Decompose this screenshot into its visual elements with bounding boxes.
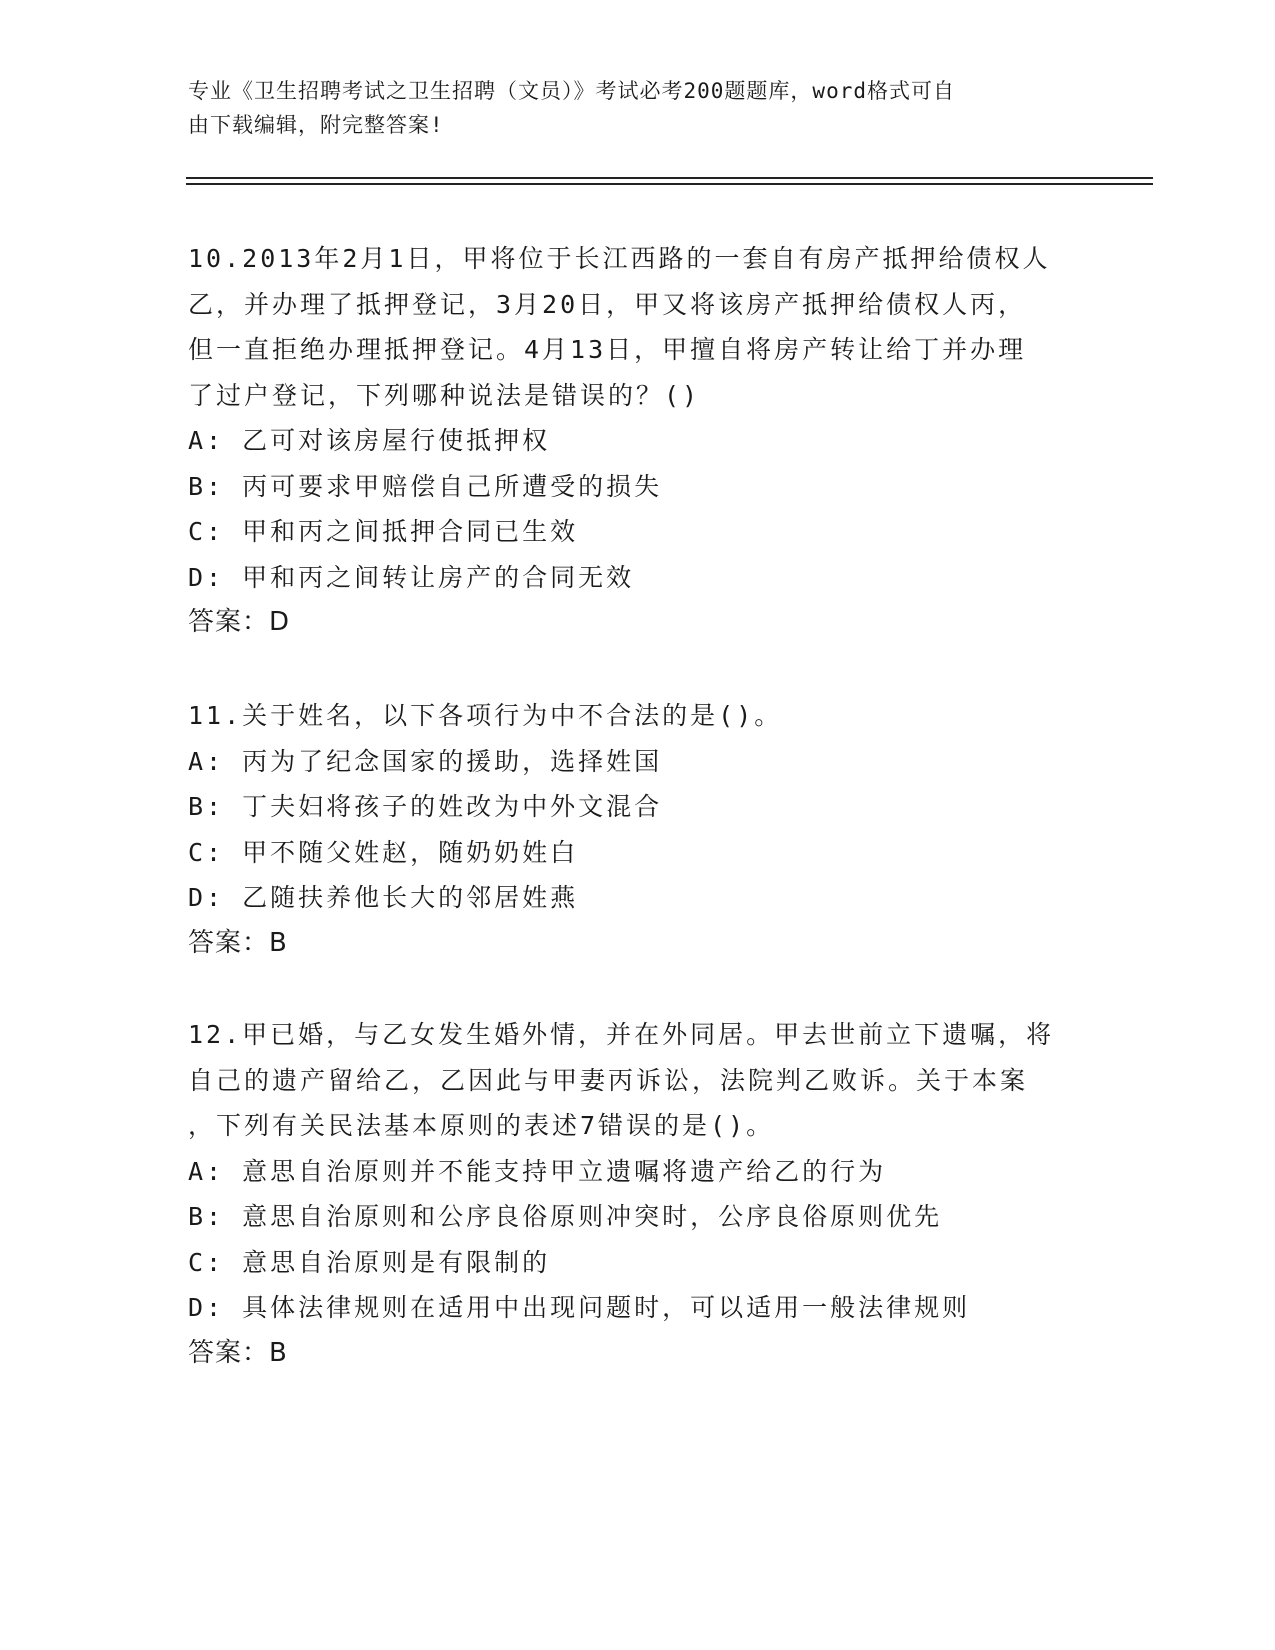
- option-b: B: 丙可要求甲赔偿自己所遭受的损失: [188, 471, 663, 501]
- answer-label: 答案：D: [188, 607, 291, 637]
- question-stem-line: 自己的遗产留给乙，乙因此与甲妻丙诉讼，法院判乙败诉。关于本案: [188, 1065, 1029, 1095]
- header-line-2: 由下载编辑，附完整答案!: [188, 113, 444, 137]
- option-c: C: 甲不随父姓赵，随奶奶姓白: [188, 837, 579, 867]
- question-stem-line: 11.关于姓名，以下各项行为中不合法的是()。: [188, 701, 783, 730]
- option-a: A: 乙可对该房屋行使抵押权: [188, 426, 551, 455]
- question-12: [188, 1012, 1088, 1376]
- option-b: B: 丁夫妇将孩子的姓改为中外文混合: [188, 792, 663, 821]
- answer-label: 答案：B: [188, 1337, 288, 1368]
- option-c: C: 意思自治原则是有限制的: [188, 1247, 551, 1277]
- option-a: A: 丙为了纪念国家的援助，选择姓国: [188, 746, 663, 776]
- header-divider-top: [186, 177, 1153, 179]
- header-line-1: 专业《卫生招聘考试之卫生招聘（文员）》考试必考200题题库，word格式可自: [188, 79, 955, 103]
- question-stem-line: 乙，并办理了抵押登记，3月20日，甲又将该房产抵押给债权人丙，: [188, 289, 1027, 319]
- question-stem-line: ，下列有关民法基本原则的表述7错误的是()。: [188, 1111, 775, 1140]
- option-d: D: 具体法律规则在适用中出现问题时，可以适用一般法律规则: [188, 1293, 971, 1322]
- option-d: D: 甲和丙之间转让房产的合同无效: [188, 562, 635, 592]
- question-10: [188, 236, 1088, 646]
- option-c: C: 甲和丙之间抵押合同已生效: [188, 517, 579, 546]
- answer-label: 答案：B: [188, 927, 288, 958]
- document-header: [188, 74, 1068, 142]
- question-stem-line: 但一直拒绝办理抵押登记。4月13日，甲擅自将房产转让给丁并办理: [188, 335, 1027, 364]
- question-stem-line: 10.2013年2月1日，甲将位于长江西路的一套自有房产抵押给债权人: [188, 244, 1051, 273]
- question-stem-line: 了过户登记，下列哪种说法是错误的？(): [188, 380, 701, 410]
- option-b: B: 意思自治原则和公序良俗原则冲突时，公序良俗原则优先: [188, 1202, 943, 1231]
- option-a: A: 意思自治原则并不能支持甲立遗嘱将遗产给乙的行为: [188, 1156, 887, 1186]
- option-d: D: 乙随扶养他长大的邻居姓燕: [188, 883, 579, 912]
- question-11: [188, 693, 1088, 966]
- header-divider-bottom: [186, 183, 1153, 185]
- question-stem-line: 12.甲已婚，与乙女发生婚外情，并在外同居。甲去世前立下遗嘱，将: [188, 1020, 1055, 1049]
